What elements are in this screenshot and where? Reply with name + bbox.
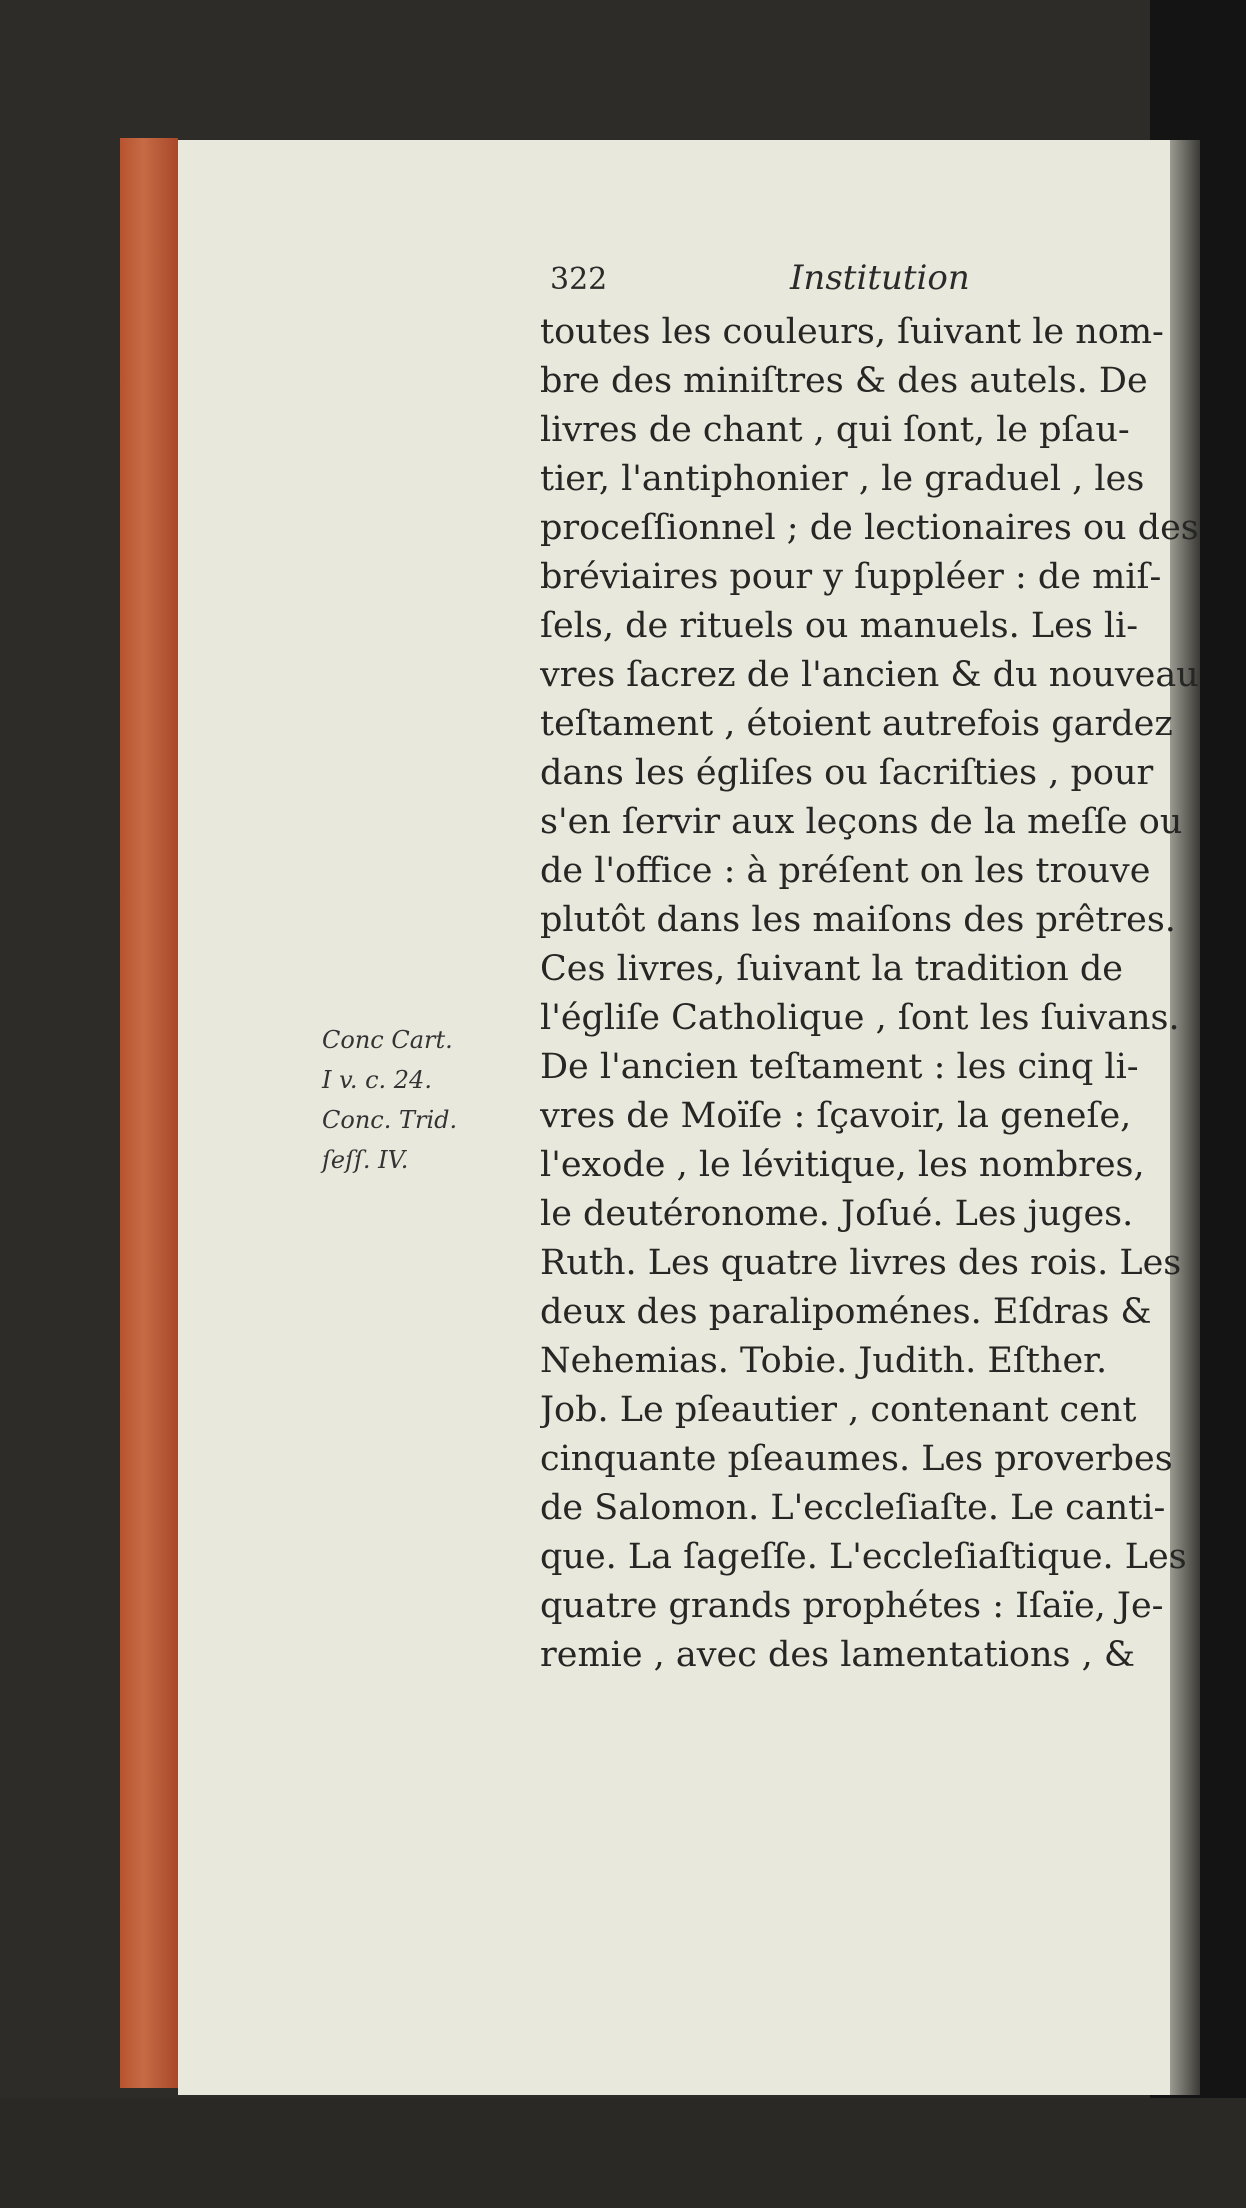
text-line: Nehemias. Tobie. Judith. Eſther. [540, 1341, 1108, 1381]
text-line: remie , avec des lamentations , & [540, 1635, 1135, 1675]
text-line: quatre grands prophétes : Iſaïe, Je- [540, 1586, 1164, 1626]
text-line: le deutéronome. Joſué. Les juges. [540, 1194, 1134, 1234]
text-line: De l'ancien teſtament : les cinq li- [540, 1047, 1139, 1087]
margin-note: Conc Cart. [322, 1026, 453, 1054]
text-line: deux des paralipoménes. Eſdras & [540, 1292, 1152, 1332]
text-line: proceſſionnel ; de lectionaires ou des [540, 508, 1199, 548]
margin-note: ſeſſ. IV. [322, 1146, 409, 1174]
text-line: s'en ſervir aux leçons de la meſſe ou [540, 802, 1183, 842]
text-line: l'exode , le lévitique, les nombres, [540, 1145, 1145, 1185]
text-line: Job. Le pſeautier , contenant cent [540, 1390, 1137, 1430]
text-line: plutôt dans les maiſons des prêtres. [540, 900, 1176, 940]
margin-note: Conc. Trid. [322, 1106, 458, 1134]
text-line: vres de Moïſe : ſçavoir, la geneſe, [540, 1096, 1132, 1136]
text-line: de Salomon. L'eccleſiaſte. Le canti- [540, 1488, 1166, 1528]
text-line: l'égliſe Catholique , ſont les ſuivans. [540, 998, 1180, 1038]
running-head: Institution [790, 258, 970, 298]
text-line: bréviaires pour y ſuppléer : de miſ- [540, 557, 1162, 597]
page-edge-red [120, 138, 178, 2088]
text-line: Ruth. Les quatre livres des rois. Les [540, 1243, 1182, 1283]
page-number: 322 [550, 262, 608, 297]
margin-notes [322, 1020, 542, 1180]
text-line: ſels, de rituels ou manuels. Les li- [540, 606, 1139, 646]
body-text [540, 308, 1230, 1680]
text-line: dans les égliſes ou ſacriſties , pour [540, 753, 1154, 793]
text-line: tier, l'antiphonier , le graduel , les [540, 459, 1145, 499]
page-header [550, 258, 1150, 302]
text-line: livres de chant , qui ſont, le pſau- [540, 410, 1130, 450]
text-line: Ces livres, ſuivant la tradition de [540, 949, 1124, 989]
text-line: que. La ſageſſe. L'eccleſiaſtique. Les [540, 1537, 1187, 1577]
background-shadow-bottom [0, 2098, 1246, 2208]
margin-note: I v. c. 24. [322, 1066, 432, 1094]
text-line: vres ſacrez de l'ancien & du nouveau [540, 655, 1199, 695]
text-line: cinquante pſeaumes. Les proverbes [540, 1439, 1173, 1479]
text-line: teſtament , étoient autrefois gardez [540, 704, 1173, 744]
text-line: toutes les couleurs, ſuivant le nom- [540, 312, 1164, 352]
text-line: bre des miniſtres & des autels. De [540, 361, 1148, 401]
text-line: de l'office : à préſent on les trouve [540, 851, 1151, 891]
